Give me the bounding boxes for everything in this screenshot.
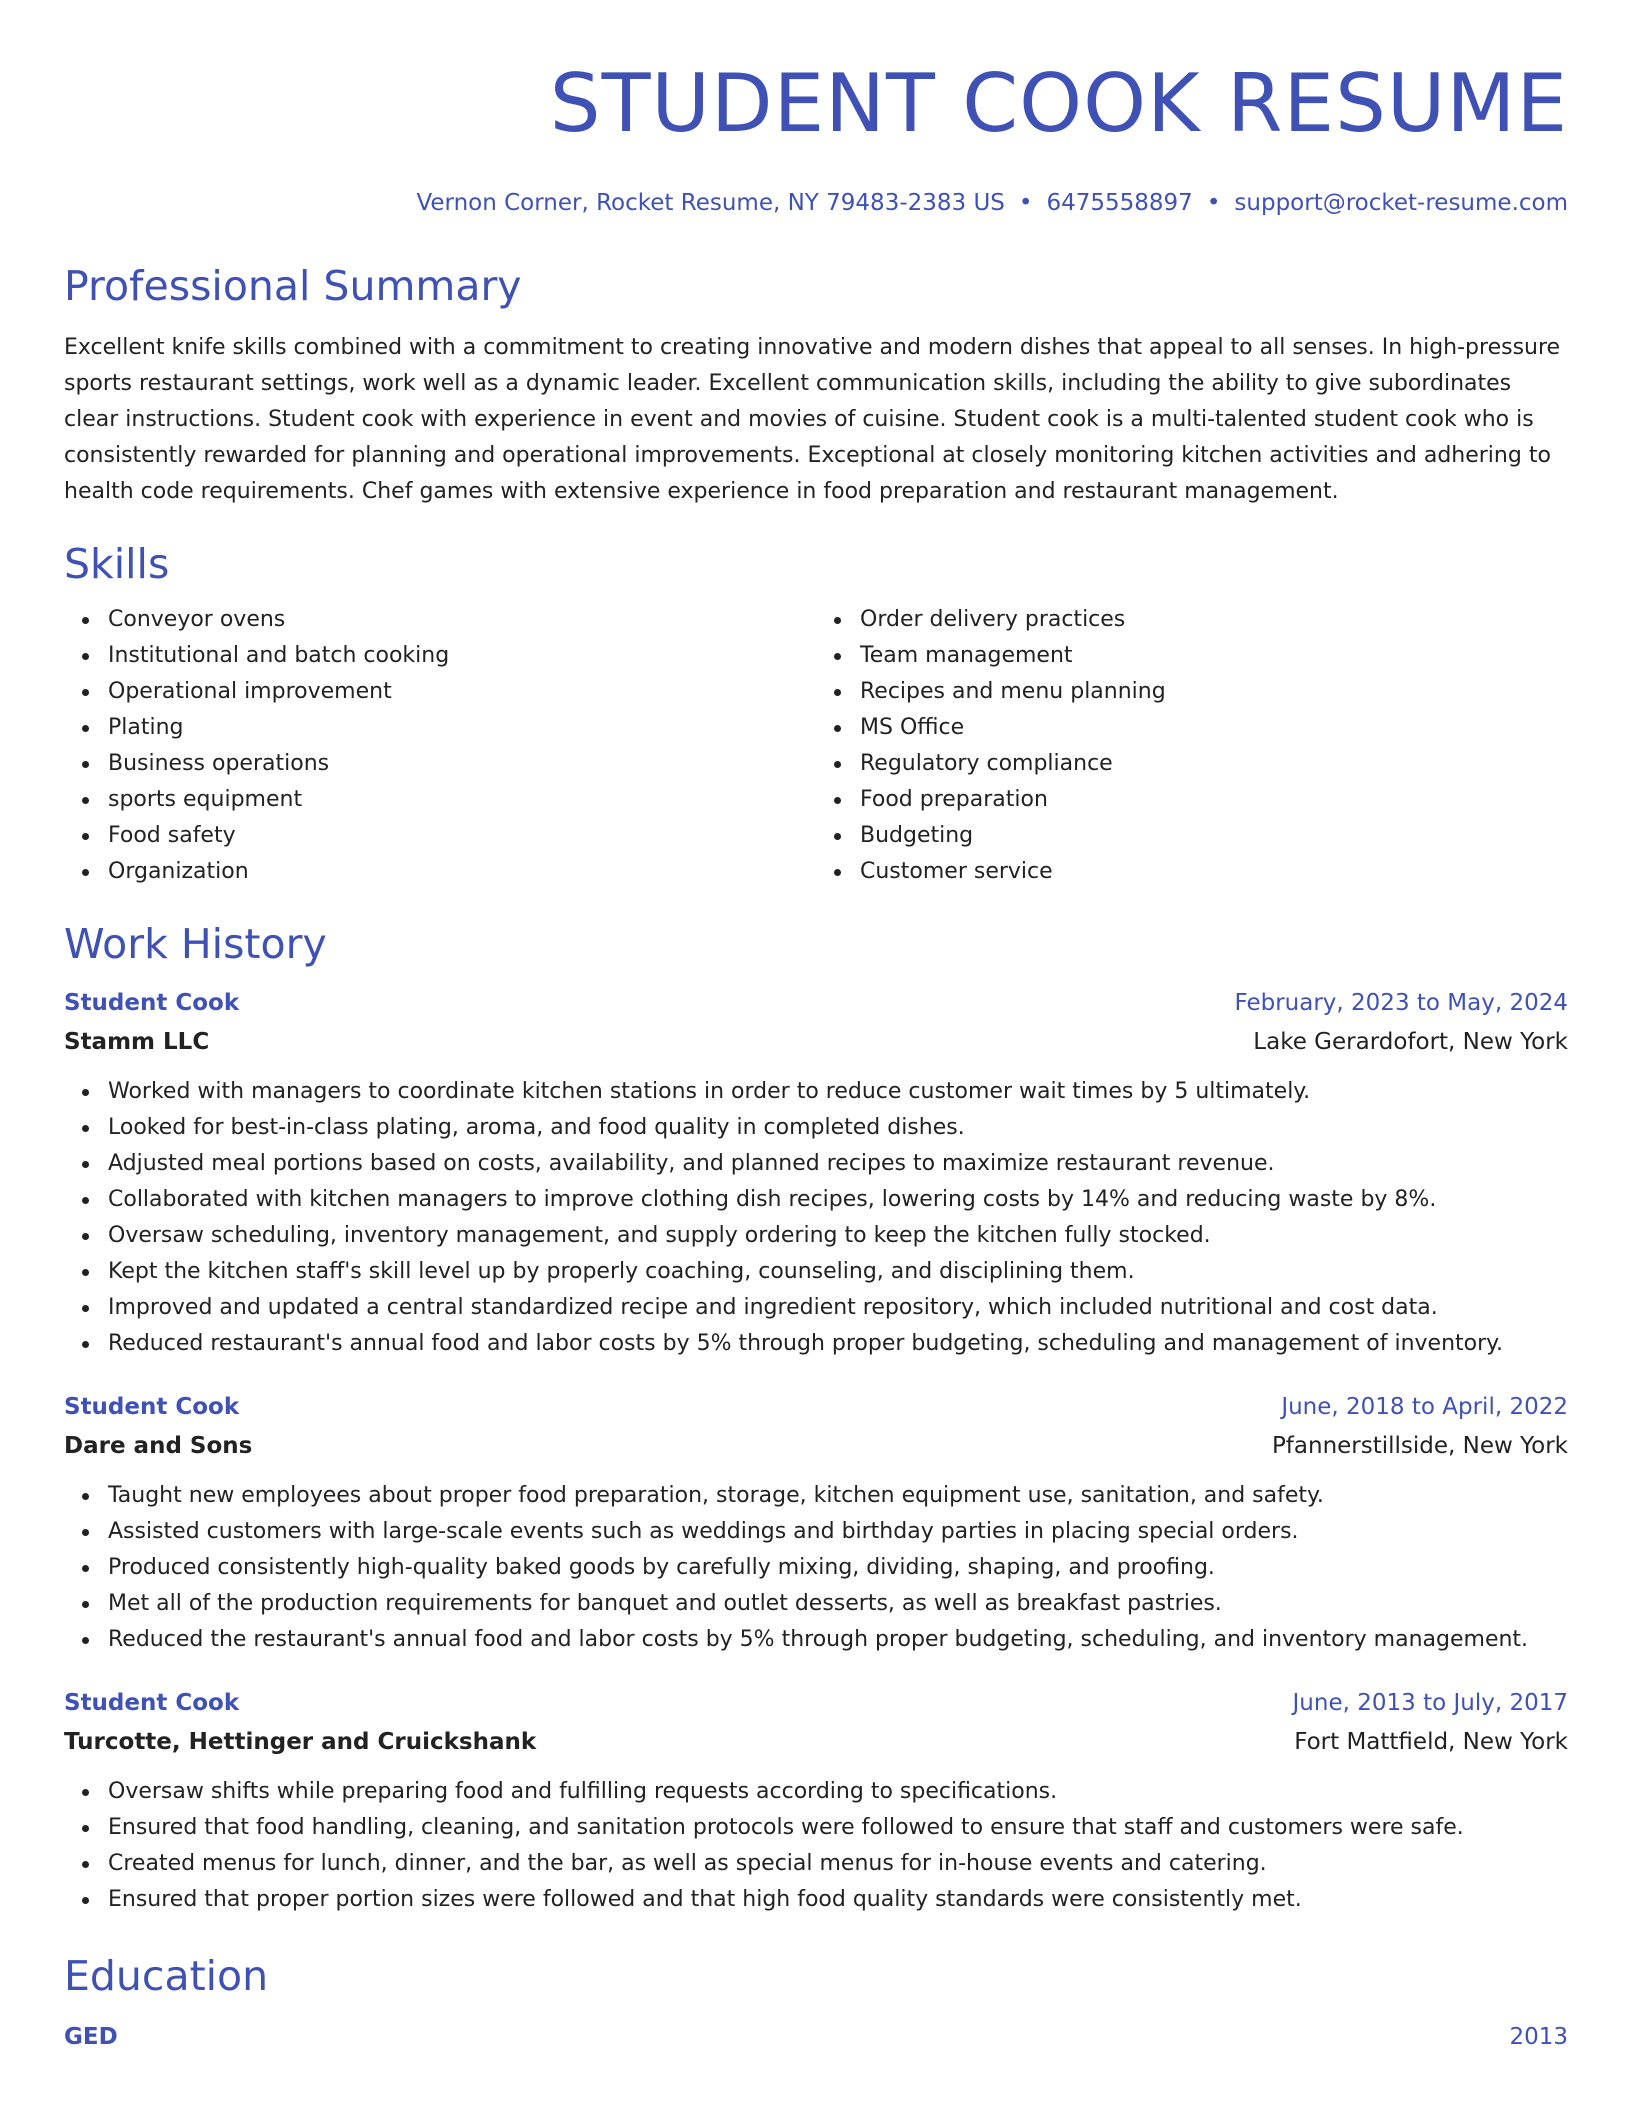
- job-bullet: Reduced the restaurant's annual food and labor costs by 5% through proper budgeting, scheduling, and inventory management.: [108, 1622, 1568, 1658]
- job-title: Student Cook: [64, 990, 240, 1016]
- job-bullet: Oversaw shifts while preparing food and fulfilling requests according to specifications.: [108, 1774, 1568, 1810]
- contact-line: [64, 188, 1568, 218]
- skill-item: sports equipment: [108, 782, 816, 818]
- skill-item: MS Office: [860, 710, 1568, 746]
- resume-title: STUDENT COOK RESUME: [549, 57, 1568, 150]
- job-location: Lake Gerardofort, New York: [1253, 1029, 1568, 1055]
- job-dates: June, 2013 to July, 2017: [1292, 1690, 1568, 1716]
- skill-item: Team management: [860, 638, 1568, 674]
- job-bullet: Adjusted meal portions based on costs, availability, and planned recipes to maximize restaurant revenue.: [108, 1146, 1568, 1182]
- skill-item: Operational improvement: [108, 674, 816, 710]
- skills-section: [64, 538, 1568, 890]
- skills-column-right: [816, 602, 1568, 890]
- job-bullets: [64, 1478, 1568, 1658]
- skill-item: Food preparation: [860, 782, 1568, 818]
- job-bullet: Assisted customers with large-scale events such as weddings and birthday parties in placing special orders.: [108, 1514, 1568, 1550]
- job-bullet: Looked for best-in-class plating, aroma, and food quality in completed dishes.: [108, 1110, 1568, 1146]
- job-bullet: Produced consistently high-quality baked goods by carefully mixing, dividing, shaping, and proofing.: [108, 1550, 1568, 1586]
- skill-item: Plating: [108, 710, 816, 746]
- work-history-section: [64, 918, 1568, 1918]
- skill-item: Regulatory compliance: [860, 746, 1568, 782]
- job-dates: June, 2018 to April, 2022: [1281, 1394, 1568, 1420]
- job-title-row: [64, 1684, 1568, 1722]
- skill-item: Organization: [108, 854, 816, 890]
- contact-email[interactable]: support@rocket-resume.com: [1234, 190, 1568, 216]
- section-title-work: Work History: [64, 920, 327, 968]
- section-title-education: Education: [64, 1952, 269, 2000]
- job-location: Pfannerstillside, New York: [1271, 1433, 1568, 1459]
- skills-column-left: [64, 602, 816, 890]
- job-dates: February, 2023 to May, 2024: [1234, 990, 1568, 1016]
- skill-item: Conveyor ovens: [108, 602, 816, 638]
- job-entry: [64, 1684, 1568, 1918]
- job-bullet: Worked with managers to coordinate kitchen stations in order to reduce customer wait times by 5 ultimately.: [108, 1074, 1568, 1110]
- job-title-row: [64, 1388, 1568, 1426]
- contact-address: Vernon Corner, Rocket Resume, NY 79483-2383 US: [416, 190, 1005, 216]
- job-bullet: Collaborated with kitchen managers to improve clothing dish recipes, lowering costs by 14% and reducing waste by 8%.: [108, 1182, 1568, 1218]
- job-company: Dare and Sons: [64, 1433, 253, 1459]
- job-bullet: Met all of the production requirements for banquet and outlet desserts, as well as breakfast pastries.: [108, 1586, 1568, 1622]
- skill-item: Order delivery practices: [860, 602, 1568, 638]
- job-bullet: Taught new employees about proper food preparation, storage, kitchen equipment use, sanitation, and safety.: [108, 1478, 1568, 1514]
- job-entry: [64, 1388, 1568, 1658]
- contact-phone[interactable]: 6475558897: [1046, 190, 1193, 216]
- job-company: Stamm LLC: [64, 1029, 210, 1055]
- job-bullets: [64, 1074, 1568, 1362]
- skill-item: Budgeting: [860, 818, 1568, 854]
- job-title-row: [64, 984, 1568, 1022]
- education-degree: GED: [64, 2024, 118, 2050]
- job-title: Student Cook: [64, 1394, 240, 1420]
- job-bullet: Ensured that proper portion sizes were followed and that high food quality standards were consistently met.: [108, 1882, 1568, 1918]
- job-location: Fort Mattfield, New York: [1294, 1729, 1568, 1755]
- job-company-row: [64, 1022, 1568, 1062]
- education-section: [64, 1950, 1568, 2056]
- professional-summary-section: [64, 260, 1568, 510]
- job-company: Turcotte, Hettinger and Cruickshank: [64, 1729, 537, 1755]
- skill-item: Business operations: [108, 746, 816, 782]
- job-title: Student Cook: [64, 1690, 240, 1716]
- skill-item: Recipes and menu planning: [860, 674, 1568, 710]
- job-bullet: Kept the kitchen staff's skill level up by properly coaching, counseling, and disciplining them.: [108, 1254, 1568, 1290]
- education-year: 2013: [1509, 2024, 1568, 2050]
- education-row: [64, 2018, 1568, 2056]
- skill-item: Institutional and batch cooking: [108, 638, 816, 674]
- job-bullet: Ensured that food handling, cleaning, and sanitation protocols were followed to ensure that staff and customers were safe.: [108, 1810, 1568, 1846]
- skill-item: Food safety: [108, 818, 816, 854]
- contact-separator: •: [1206, 190, 1221, 216]
- contact-separator: •: [1018, 190, 1033, 216]
- job-company-row: [64, 1722, 1568, 1762]
- job-entry: [64, 984, 1568, 1362]
- job-bullet: Reduced restaurant's annual food and labor costs by 5% through proper budgeting, scheduling and management of inventory.: [108, 1326, 1568, 1362]
- skill-item: Customer service: [860, 854, 1568, 890]
- job-bullets: [64, 1774, 1568, 1918]
- job-bullet: Oversaw scheduling, inventory management, and supply ordering to keep the kitchen fully stocked.: [108, 1218, 1568, 1254]
- section-title-summary: Professional Summary: [64, 262, 522, 310]
- summary-text: Excellent knife skills combined with a commitment to creating innovative and modern dishes that appeal to all senses. In high-pressure sports restaurant settings, work well as a dynamic leader. Excellent communication skills, including the ability to give subordinates clear instructions. Student cook with experience in event and movies of cuisine. Student cook is a multi-talented student cook who is consistently rewarded for planning and operational improvements. Exceptional at closely monitoring kitchen activities and adhering to health code requirements. Chef games with extensive experience in food preparation and restaurant management.: [64, 335, 1561, 504]
- skills-grid: [64, 602, 1568, 890]
- section-title-skills: Skills: [64, 540, 170, 588]
- job-bullet: Improved and updated a central standardized recipe and ingredient repository, which included nutritional and cost data.: [108, 1290, 1568, 1326]
- resume-header: [64, 56, 1568, 218]
- job-company-row: [64, 1426, 1568, 1466]
- job-bullet: Created menus for lunch, dinner, and the bar, as well as special menus for in-house events and catering.: [108, 1846, 1568, 1882]
